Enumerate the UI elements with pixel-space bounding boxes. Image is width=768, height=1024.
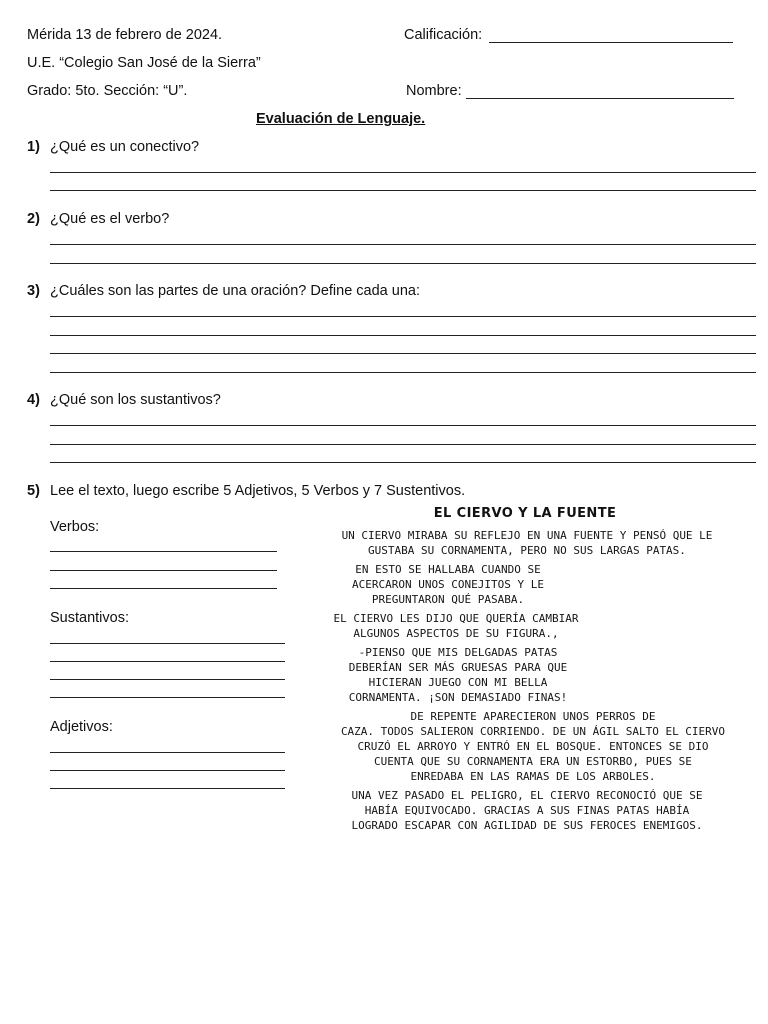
name-field-label: Nombre:	[406, 83, 462, 99]
question-5-text: Lee el texto, luego escribe 5 Adjetivos, 5 Verbos y 7 Sustentivos.	[50, 483, 466, 499]
verbos-label: Verbos:	[50, 519, 100, 535]
verbos-line[interactable]	[50, 551, 277, 552]
adjetivos-line[interactable]	[50, 752, 285, 753]
adjetivos-label: Adjetivos:	[50, 719, 113, 735]
question-3-text: ¿Cuáles son las partes de una oración? Define cada una:	[50, 283, 420, 299]
story-paragraph: UNA VEZ PASADO EL PELIGRO, EL CIERVO RECONOCIÓ QUE SE HABÍA EQUIVOCADO. GRACIAS A SUS FINAS PATAS HABÍA LOGRADO ESCAPAR CON AGILIDAD DE SUS FEROCES ENEMIGOS.	[351, 789, 703, 832]
story-paragraph: -PIENSO QUE MIS DELGADAS PATAS DEBERÍAN SER MÁS GRUESAS PARA QUE HICIERAN JUEGO CON MI BELLA CORNAMENTA. ¡SON DEMASIADO FINAS!	[348, 646, 568, 704]
answer-line[interactable]	[50, 444, 756, 445]
answer-line[interactable]	[50, 353, 756, 354]
question-2-number: 2)	[27, 211, 40, 227]
story-paragraph: EL CIERVO LES DIJO QUE QUERÍA CAMBIAR ALGUNOS ASPECTOS DE SU FIGURA.,	[333, 612, 579, 640]
grade-section-line: Grado: 5to. Sección: “U”.	[27, 83, 188, 99]
answer-line[interactable]	[50, 425, 756, 426]
question-1-number: 1)	[27, 139, 40, 155]
story-paragraph: EN ESTO SE HALLABA CUANDO SE ACERCARON UNOS CONEJITOS Y LE PREGUNTARON QUÉ PASABA.	[351, 563, 545, 606]
question-4-number: 4)	[27, 392, 40, 408]
name-field-line[interactable]	[466, 98, 734, 99]
story-title: EL CIERVO Y LA FUENTE	[433, 506, 617, 521]
verbos-line[interactable]	[50, 570, 277, 571]
story-paragraph: UN CIERVO MIRABA SU REFLEJO EN UNA FUENTE Y PENSÓ QUE LE GUSTABA SU CORNAMENTA, PERO NO SUS LARGAS PATAS.	[341, 529, 713, 557]
question-5-number: 5)	[27, 483, 40, 499]
grade-field-line[interactable]	[489, 42, 733, 43]
adjetivos-line[interactable]	[50, 770, 285, 771]
adjetivos-line[interactable]	[50, 788, 285, 789]
question-2-text: ¿Qué es el verbo?	[50, 211, 170, 227]
answer-line[interactable]	[50, 190, 756, 191]
page-title: Evaluación de Lenguaje.	[256, 111, 426, 127]
story-paragraph: DE REPENTE APARECIERON UNOS PERROS DE CAZA. TODOS SALIERON CORRIENDO. DE UN ÁGIL SALTO EL CIERVO CRUZÓ EL ARROYO Y ENTRÓ EN EL BOSQUE. ENTONCES SE DIO CUENTA QUE SU CORNAMENTA ERA UN ESTORBO, PUES SE ENREDABA EN LAS RAMAS DE LOS ARBOLES.	[340, 710, 726, 783]
answer-line[interactable]	[50, 172, 756, 173]
answer-line[interactable]	[50, 263, 756, 264]
answer-line[interactable]	[50, 244, 756, 245]
sustantivos-line[interactable]	[50, 643, 285, 644]
sustantivos-line[interactable]	[50, 661, 285, 662]
question-1-text: ¿Qué es un conectivo?	[50, 139, 200, 155]
date-line: Mérida 13 de febrero de 2024.	[27, 27, 223, 43]
question-4-text: ¿Qué son los sustantivos?	[50, 392, 221, 408]
grade-field-label: Calificación:	[404, 27, 483, 43]
sustantivos-label: Sustantivos:	[50, 610, 129, 626]
sustantivos-line[interactable]	[50, 679, 285, 680]
question-3-number: 3)	[27, 283, 40, 299]
sustantivos-line[interactable]	[50, 697, 285, 698]
answer-line[interactable]	[50, 335, 756, 336]
school-line: U.E. “Colegio San José de la Sierra”	[27, 55, 261, 71]
answer-line[interactable]	[50, 462, 756, 463]
answer-line[interactable]	[50, 372, 756, 373]
verbos-line[interactable]	[50, 588, 277, 589]
answer-line[interactable]	[50, 316, 756, 317]
